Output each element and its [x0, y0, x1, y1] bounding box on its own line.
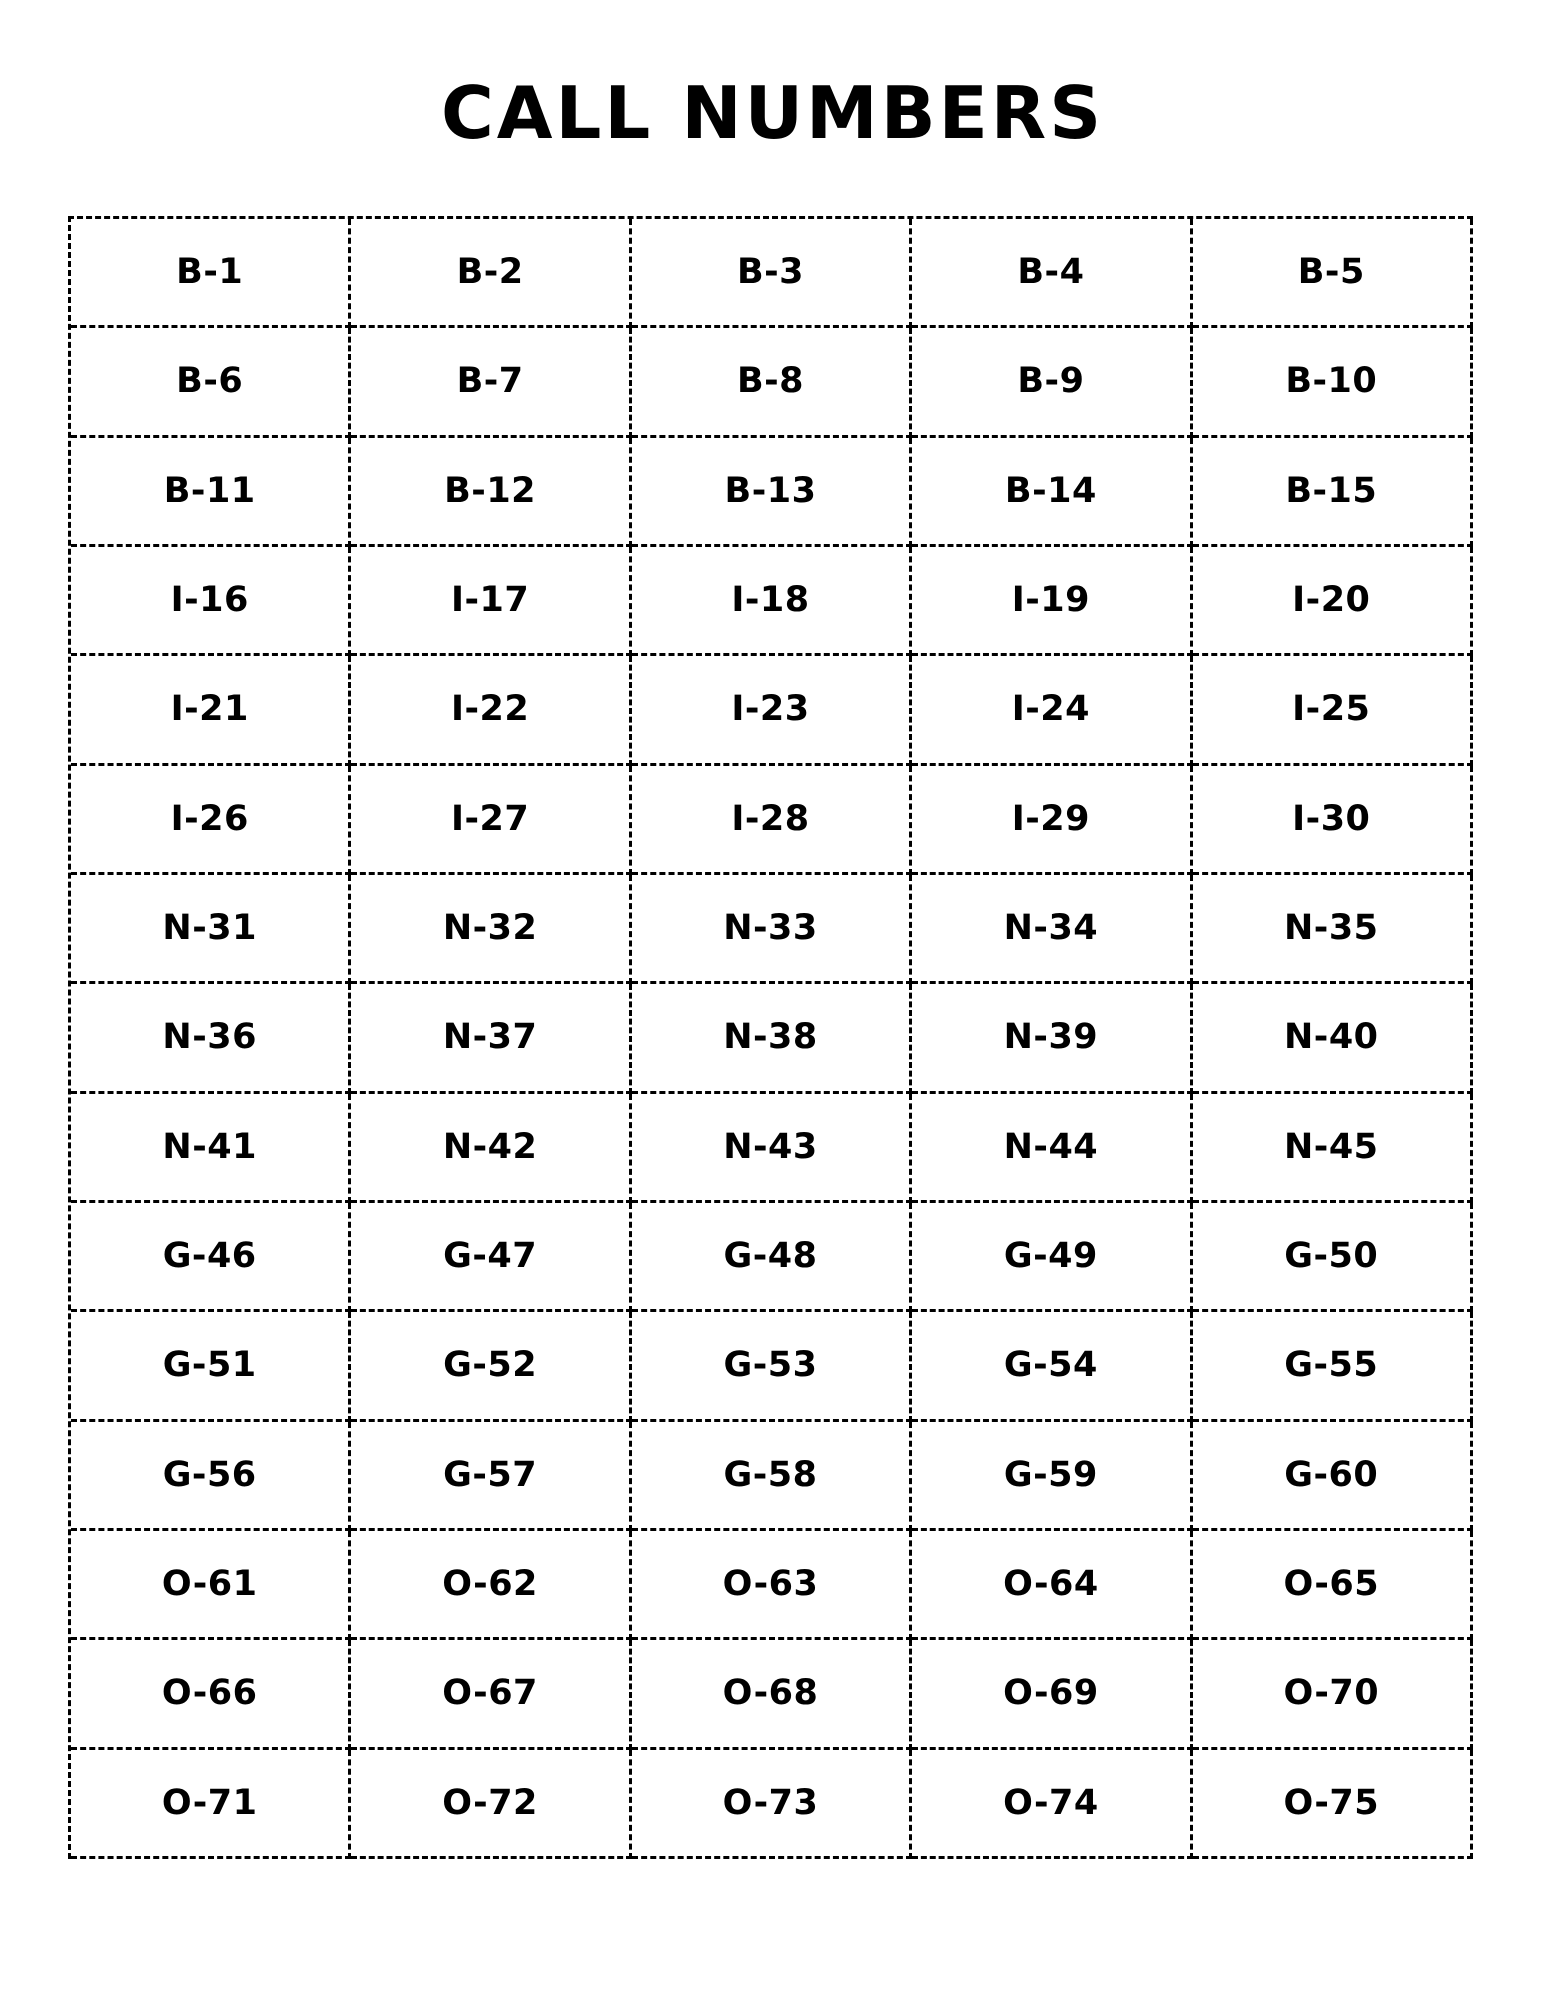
call-number-card [351, 1094, 631, 1203]
call-number-card [351, 1640, 631, 1749]
call-number-card [632, 1094, 912, 1203]
call-number-label: I-30 [1292, 798, 1371, 839]
call-number-card [632, 1531, 912, 1640]
call-number-label: I-26 [170, 798, 249, 839]
call-number-card [71, 766, 351, 875]
call-number-label: B-14 [1004, 470, 1097, 511]
call-number-card [351, 1422, 631, 1531]
call-number-card [912, 766, 1192, 875]
call-number-card [1193, 1531, 1473, 1640]
call-number-card [912, 438, 1192, 547]
call-number-card [912, 219, 1192, 328]
call-number-label: G-58 [723, 1454, 818, 1495]
call-number-card [632, 1203, 912, 1312]
call-number-card [912, 1640, 1192, 1749]
call-number-label: O-73 [722, 1782, 819, 1823]
call-number-label: O-68 [722, 1673, 819, 1714]
call-number-label: I-16 [170, 580, 249, 621]
call-number-card [1193, 875, 1473, 984]
call-number-card [71, 1094, 351, 1203]
call-number-label: B-6 [176, 361, 244, 402]
call-number-card [1193, 1312, 1473, 1421]
call-number-card [912, 656, 1192, 765]
call-number-label: B-15 [1285, 470, 1378, 511]
call-number-label: N-41 [162, 1126, 257, 1167]
call-number-card [71, 875, 351, 984]
call-number-card [351, 984, 631, 1093]
call-number-label: N-44 [1003, 1126, 1099, 1167]
call-number-card [912, 1531, 1192, 1640]
call-number-card [351, 547, 631, 656]
call-number-label: G-46 [162, 1236, 257, 1277]
call-number-label: O-62 [442, 1564, 538, 1605]
call-number-label: I-29 [1011, 798, 1091, 839]
call-number-card [351, 1750, 631, 1859]
call-number-card [71, 1422, 351, 1531]
call-number-label: O-67 [442, 1673, 538, 1714]
call-number-card [71, 1312, 351, 1421]
call-number-label: B-13 [724, 470, 817, 511]
call-number-label: O-72 [442, 1782, 538, 1823]
call-number-label: I-22 [450, 689, 530, 730]
call-number-card [1193, 1203, 1473, 1312]
call-number-card [632, 1750, 912, 1859]
call-number-card [71, 656, 351, 765]
call-number-label: N-34 [1003, 908, 1099, 949]
call-number-card [71, 1531, 351, 1640]
call-number-card [632, 875, 912, 984]
call-number-card [912, 875, 1192, 984]
call-number-card [71, 438, 351, 547]
call-number-label: B-10 [1285, 361, 1378, 402]
call-number-card [1193, 219, 1473, 328]
call-number-label: N-39 [1003, 1017, 1099, 1058]
call-number-card [632, 1640, 912, 1749]
call-number-label: N-35 [1284, 908, 1379, 949]
call-number-card [912, 1094, 1192, 1203]
call-number-card [632, 438, 912, 547]
call-number-label: G-59 [1003, 1454, 1098, 1495]
call-number-label: O-61 [161, 1564, 258, 1605]
call-number-card [1193, 766, 1473, 875]
call-number-card [1193, 1094, 1473, 1203]
call-number-label: O-65 [1283, 1564, 1380, 1605]
call-number-label: N-38 [723, 1017, 818, 1058]
call-number-label: B-5 [1297, 252, 1365, 293]
call-number-label: O-64 [1003, 1564, 1099, 1605]
call-number-card [351, 875, 631, 984]
call-number-label: I-24 [1011, 689, 1091, 730]
call-number-label: B-9 [1017, 361, 1085, 402]
call-number-label: I-23 [731, 689, 810, 730]
call-number-label: G-54 [1003, 1345, 1098, 1386]
call-number-card [912, 547, 1192, 656]
call-number-label: N-45 [1284, 1126, 1379, 1167]
call-number-card [912, 1750, 1192, 1859]
call-number-label: B-3 [736, 252, 805, 293]
call-number-label: G-49 [1003, 1236, 1098, 1277]
call-number-label: N-33 [723, 908, 818, 949]
call-number-label: N-37 [442, 1017, 538, 1058]
call-number-label: G-55 [1284, 1345, 1379, 1386]
call-number-card [1193, 547, 1473, 656]
call-number-card [71, 1640, 351, 1749]
call-number-label: G-47 [443, 1236, 538, 1277]
call-number-label: B-1 [176, 252, 244, 293]
call-number-label: G-52 [443, 1345, 538, 1386]
call-number-label: O-63 [722, 1564, 819, 1605]
call-number-label: O-70 [1283, 1673, 1380, 1714]
call-number-label: I-25 [1292, 689, 1371, 730]
call-number-card [632, 984, 912, 1093]
call-number-card [71, 984, 351, 1093]
call-number-card [351, 1203, 631, 1312]
call-number-card [1193, 438, 1473, 547]
call-number-card [632, 328, 912, 437]
call-number-label: N-42 [442, 1126, 538, 1167]
call-number-label: I-18 [731, 580, 810, 621]
call-number-card [912, 1203, 1192, 1312]
call-number-card [351, 328, 631, 437]
call-number-card [912, 328, 1192, 437]
call-number-label: G-57 [443, 1454, 538, 1495]
call-number-card [912, 1422, 1192, 1531]
call-number-label: B-7 [456, 361, 524, 402]
call-number-label: B-2 [456, 252, 524, 293]
call-number-label: I-28 [731, 798, 810, 839]
call-number-label: I-19 [1011, 580, 1091, 621]
call-number-card [632, 656, 912, 765]
call-number-label: G-51 [162, 1345, 257, 1386]
call-number-card [71, 219, 351, 328]
call-number-label: B-12 [444, 470, 537, 511]
call-number-card [1193, 984, 1473, 1093]
call-number-card [351, 1312, 631, 1421]
call-number-label: N-32 [442, 908, 538, 949]
call-number-label: I-21 [170, 689, 249, 730]
call-number-card [71, 547, 351, 656]
call-number-label: N-31 [162, 908, 257, 949]
page-title: CALL NUMBERS [440, 71, 1105, 155]
call-number-card [632, 547, 912, 656]
call-number-card [351, 766, 631, 875]
call-number-card [71, 1750, 351, 1859]
call-number-card [632, 1312, 912, 1421]
call-number-card [1193, 328, 1473, 437]
call-number-card [1193, 1422, 1473, 1531]
call-number-label: G-56 [162, 1454, 257, 1495]
call-number-label: O-74 [1003, 1782, 1099, 1823]
call-number-label: N-40 [1284, 1017, 1379, 1058]
call-number-label: G-53 [723, 1345, 818, 1386]
call-number-card [1193, 1750, 1473, 1859]
call-number-grid [68, 216, 1473, 1859]
call-number-label: I-17 [450, 580, 530, 621]
call-number-label: B-4 [1017, 252, 1085, 293]
call-number-label: B-11 [163, 470, 256, 511]
call-number-card [632, 766, 912, 875]
call-number-label: G-50 [1284, 1236, 1379, 1277]
call-number-label: G-60 [1284, 1454, 1379, 1495]
call-number-label: I-20 [1292, 580, 1371, 621]
call-number-card [632, 219, 912, 328]
call-number-card [632, 1422, 912, 1531]
call-number-card [1193, 1640, 1473, 1749]
call-number-card [351, 219, 631, 328]
call-number-label: B-8 [736, 361, 805, 402]
call-number-card [1193, 656, 1473, 765]
call-number-card [351, 1531, 631, 1640]
call-number-label: N-36 [162, 1017, 257, 1058]
call-number-card [71, 1203, 351, 1312]
call-number-card [912, 984, 1192, 1093]
call-number-label: O-66 [161, 1673, 258, 1714]
call-number-label: O-75 [1283, 1782, 1380, 1823]
call-number-card [71, 328, 351, 437]
call-number-label: G-48 [723, 1236, 818, 1277]
call-number-label: N-43 [723, 1126, 818, 1167]
call-number-label: O-71 [161, 1782, 258, 1823]
call-number-label: O-69 [1003, 1673, 1099, 1714]
call-number-label: I-27 [450, 798, 530, 839]
call-number-card [351, 438, 631, 547]
call-number-card [912, 1312, 1192, 1421]
call-number-card [351, 656, 631, 765]
